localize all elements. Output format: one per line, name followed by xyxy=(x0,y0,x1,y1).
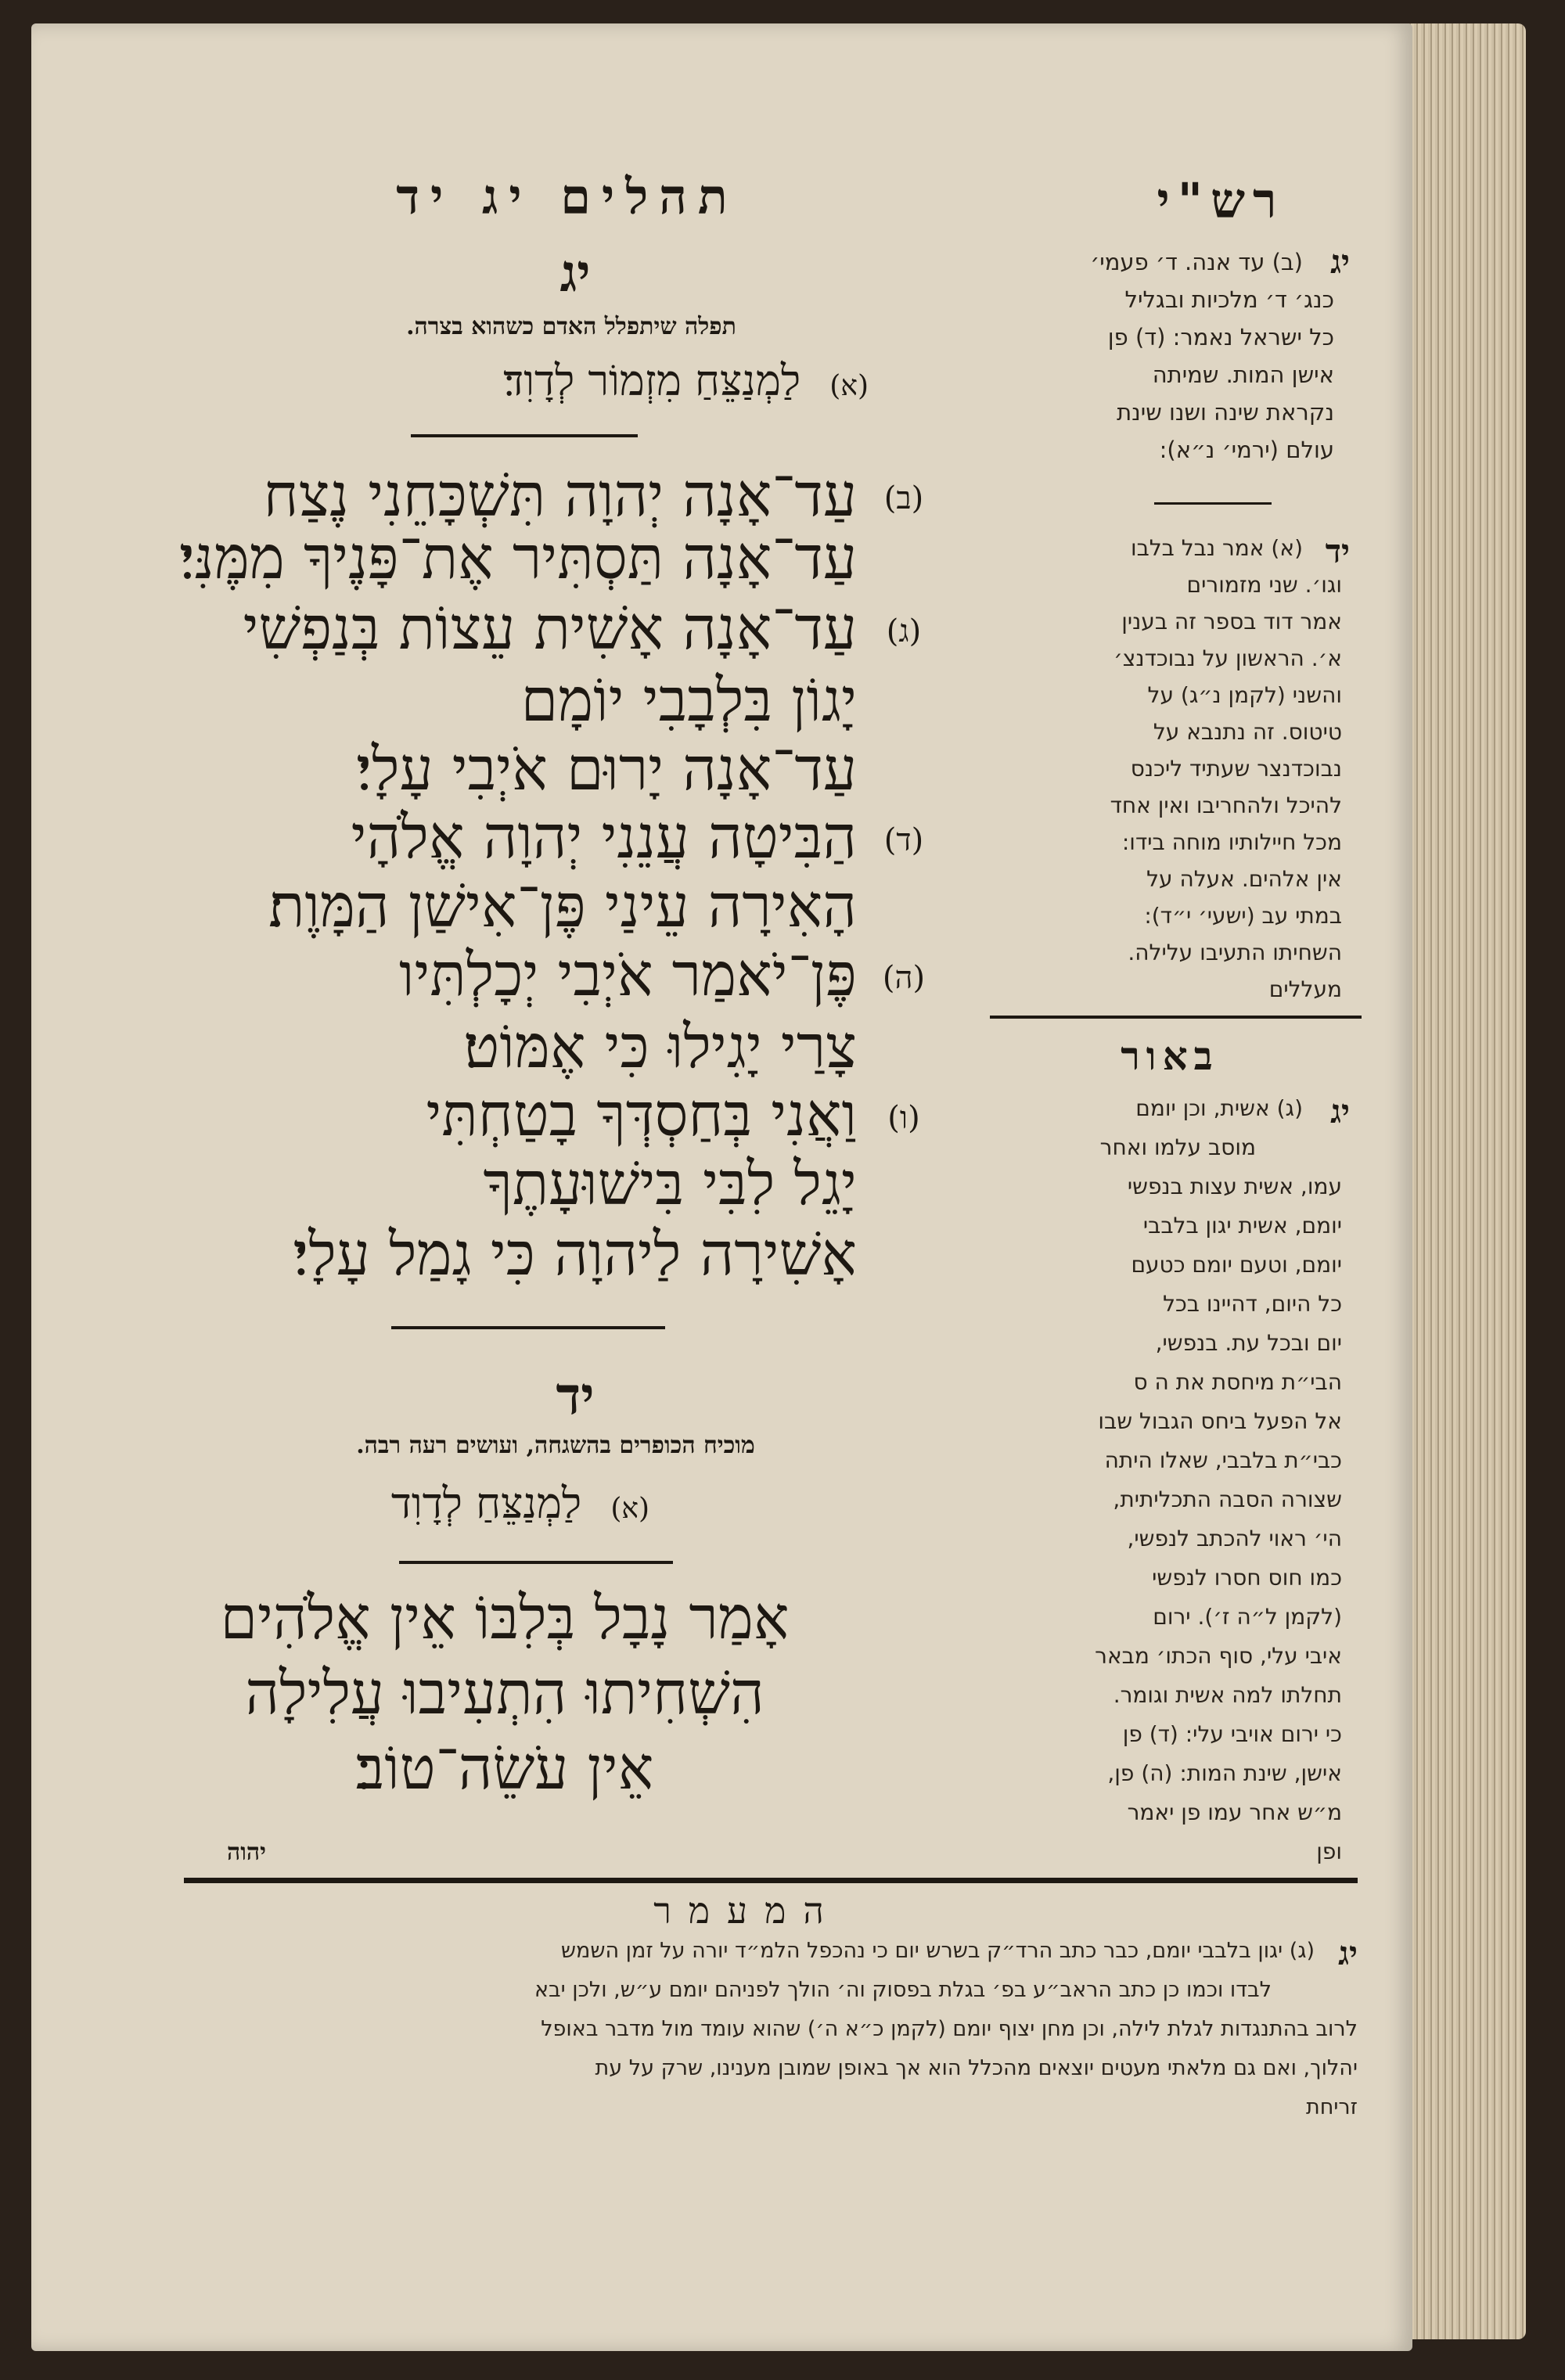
verse-line xyxy=(78,520,931,595)
biur-line: (ג) אשית, וכן יומם xyxy=(1135,1095,1303,1121)
biur-lead: יג xyxy=(1330,1092,1350,1131)
biur-line: איבי עלי, סוף הכתו׳ מבאר xyxy=(1095,1643,1342,1669)
psalm-separator-rule xyxy=(391,1326,665,1329)
psalm14-subtitle: מוכיח הכופרים בהשגחה, ועושים רעה רבה. xyxy=(356,1432,755,1459)
verse-line xyxy=(78,1146,931,1221)
rashi-line: (ב) עד אנה. ד׳ פעמי׳ xyxy=(1090,249,1303,275)
verse-number: (ה) xyxy=(882,960,926,996)
biur-title: באור xyxy=(1121,1033,1219,1079)
verse-number: (ד) xyxy=(883,822,924,858)
psalm13-verse1 xyxy=(336,356,869,405)
meamar-line: לרוב בהתנגדות לגלת לילה, וכן מחן יצוף יומם (לקמן כ״א ה׳) שהוא עומד מול מדבר באופל xyxy=(541,2017,1358,2041)
rashi-line: השחיתו התעיבו עלילה. xyxy=(1128,940,1342,965)
verse-line xyxy=(78,591,931,666)
verse-text: פֶּן־יֹאמַר אֹיְבִי יְכָלְתִּיו xyxy=(399,940,857,1009)
psalm14-number: יד xyxy=(556,1365,595,1426)
catchword: יהוה xyxy=(226,1839,267,1866)
psalm14-verses xyxy=(98,1580,912,1831)
verse-text: אֵין עֹשֵׂה־טוֹב׃ xyxy=(355,1733,654,1803)
rashi-block-13 xyxy=(990,233,1350,507)
verse-line xyxy=(78,868,931,944)
rashi-biur-separator xyxy=(990,1016,1362,1019)
rashi-line: (א) אמר נבל בלבו xyxy=(1130,535,1303,561)
biur-line: כבי״ת בלבבי, שאלו היתה xyxy=(1104,1447,1342,1473)
verse-line xyxy=(78,1217,931,1292)
biur-line: (לקמן ל״ה ז׳). ירום xyxy=(1153,1604,1342,1630)
verse-line xyxy=(78,937,931,1012)
rashi-14-lead: יד xyxy=(1325,532,1350,570)
verse-number: (ו) xyxy=(887,1100,920,1136)
meamar-line: (ג) יגון בלבבי יומם, כבר כתב הרד״ק בשרש יום כי נהכפל הלמ״ד יורה על זמן השמש xyxy=(560,1939,1315,1963)
psalm13-short-rule xyxy=(411,434,638,437)
rashi-line: כנג׳ ד׳ מלכיות ובגליל xyxy=(1124,286,1334,313)
verse-text: אָמַר נָבָל בְּלִבּוֹ אֵין אֱלֹהִים xyxy=(220,1583,790,1652)
rashi-13-lead: יג xyxy=(1330,243,1350,281)
rashi-line: והשני (לקמן נ״ג) על xyxy=(1147,682,1342,708)
verse-text: לַמְנַצֵּחַ לְדָוִד xyxy=(390,1479,582,1528)
verse-number: (ב) xyxy=(883,480,924,516)
psalm14-short-rule xyxy=(399,1561,673,1564)
psalm14-verse1 xyxy=(317,1479,724,1528)
book-page-edges xyxy=(1393,23,1526,2339)
rashi-line: טיטוס. זה נתנבא על xyxy=(1153,719,1342,745)
biur-line: הי׳ ראוי להכתב לנפשי, xyxy=(1127,1526,1342,1551)
rashi-line: במתי עב (ישעי׳ י״ד): xyxy=(1144,903,1342,929)
rashi-line: כל ישראל נאמר: (ד) פן xyxy=(1107,324,1334,351)
verse-line xyxy=(78,663,931,738)
psalm13-number: יג xyxy=(559,243,591,304)
biur-line: כמו חוס חסרו לנפשי xyxy=(1152,1565,1342,1591)
verse-text: עַד־אָנָה תַּסְתִּיר אֶת־פָּנֶיךָ מִמֶּנִּי׃ xyxy=(179,523,857,592)
rashi-block-14 xyxy=(990,516,1350,1017)
biur-line: כל היום, דהיינו בכל xyxy=(1163,1291,1342,1317)
biur-line: אל הפעל ביחס הגבול שבו xyxy=(1098,1408,1342,1434)
rashi-line: נקראת שינה ושנו שינת xyxy=(1117,399,1334,426)
rashi-short-rule xyxy=(1154,502,1272,505)
psalm13-subtitle: תפלה שיתפלל האדם כשהוא בצרה. xyxy=(406,313,736,340)
running-header-rashi: רש"י xyxy=(1157,172,1285,229)
verse-text: עַד־אָנָה יְהוָה תִּשְׁכָּחֵנִי נֶצַח xyxy=(263,460,857,530)
biur-line: הבי״ת מיחסת את ה ס xyxy=(1133,1369,1342,1395)
rashi-line: מכל חיילותיו מוחה בידו: xyxy=(1121,829,1342,855)
meamar-line: זריחת xyxy=(1305,2095,1358,2119)
biur-line: כי ירום אויבי עלי: (ד) פן xyxy=(1122,1721,1342,1747)
biur-line: אישן, שינת המות: (ה) פן, xyxy=(1107,1760,1342,1786)
meamar-title: המעמר xyxy=(653,1889,841,1932)
verse-text: הָאִירָה עֵינַי פֶּן־אִישַׁן הַמָּוֶת׃ xyxy=(268,871,857,940)
meamar-line: לבדו וכמו כן כתב הראב״ע בפ׳ בגלת בפסוק וה׳ הולך לפניהם יומם ע״ש, ולכן יבא xyxy=(534,1978,1272,2002)
rashi-line: א׳. הראשון על נבוכדנצ׳ xyxy=(1113,645,1342,671)
verse-line xyxy=(78,732,931,807)
verse-text: יָגֵל לִבִּי בִּישׁוּעָתֶךָ xyxy=(483,1149,857,1218)
biur-line: יומם, אשית יגון בלבבי xyxy=(1142,1213,1342,1239)
biur-line: מוסב עלמו ואחר xyxy=(1099,1134,1256,1160)
verse-text: וַאֲנִי בְּחַסְדְּךָ בָטַחְתִּי xyxy=(426,1080,857,1149)
rashi-line: אין אלהים. אעלה על xyxy=(1146,866,1342,892)
rashi-line: מעללים xyxy=(1268,976,1342,1002)
verse-text: עַד־אָנָה אָשִׁית עֵצוֹת בְּנַפְשִׁי xyxy=(243,593,857,663)
verse-number: (ג) xyxy=(886,613,922,649)
verse-text: הִשְׁחִיתוּ הִתְעִיבוּ עֲלִילָה xyxy=(245,1658,765,1727)
book-page xyxy=(31,23,1412,2351)
rashi-line: עולם (ירמי׳ נ״א): xyxy=(1159,437,1334,463)
biur-line: ופן xyxy=(1316,1839,1342,1864)
biur-line: שצורה הסבה התכליתית, xyxy=(1113,1487,1342,1512)
verse-text: עַד־אָנָה יָרוּם אֹיְבִי עָלָי׃ xyxy=(356,734,857,804)
verse-number: (א) xyxy=(829,370,869,402)
verse-number: (א) xyxy=(610,1493,650,1525)
biur-line: עמו, אשית עצות בנפשי xyxy=(1127,1174,1342,1199)
rashi-line: אמר דוד בספר זה בענין xyxy=(1121,609,1342,635)
meamar-block xyxy=(106,1932,1358,2167)
meamar-lead: יג xyxy=(1338,1934,1358,1972)
rashi-line: נבוכדנצר שעתיד ליכנס xyxy=(1130,756,1342,782)
verse-line xyxy=(78,1009,931,1084)
biur-block xyxy=(990,1088,1350,1886)
verse-text: אָשִׁירָה לַיהוָה כִּי גָמַל עָלָי׃ xyxy=(293,1219,857,1289)
footer-thick-rule xyxy=(184,1878,1358,1883)
verse-text: הַבִּיטָה עֲנֵנִי יְהוָה אֱלֹהָי xyxy=(351,802,857,872)
biur-line: תחלתו למה אשית וגומר. xyxy=(1113,1682,1342,1708)
verse-text: יָגוֹן בִּלְבָבִי יוֹמָם xyxy=(520,665,857,735)
verse-text: לַמְנַצֵּחַ מִזְמוֹר לְדָוִד׃ xyxy=(503,356,801,405)
verse-line xyxy=(78,800,931,875)
verse-text: צָרַי יָגִילוּ כִּי אֶמּוֹט׃ xyxy=(463,1012,857,1081)
verse-line xyxy=(78,1077,931,1152)
rashi-line: להיכל ולהחריבו ואין אחד xyxy=(1110,793,1342,818)
psalm13-verses xyxy=(78,458,931,1334)
biur-line: מ״ש אחר עמו פן יאמר xyxy=(1127,1799,1342,1825)
biur-line: יומם, וטעם יומם כטעם xyxy=(1131,1252,1342,1278)
running-header-psalms: תהלים יג יד xyxy=(396,168,739,225)
meamar-line: יהלוך, ואם גם מלאתי מעטים יוצאים מהכלל הוא אך באופן שמובן מענינו, שרק על עת xyxy=(595,2056,1358,2080)
rashi-line: וגו׳. שני מזמורים xyxy=(1186,572,1342,598)
rashi-line: אישן המות. שמיתה xyxy=(1152,361,1334,388)
biur-line: יום ובכל עת. בנפשי, xyxy=(1155,1330,1342,1356)
